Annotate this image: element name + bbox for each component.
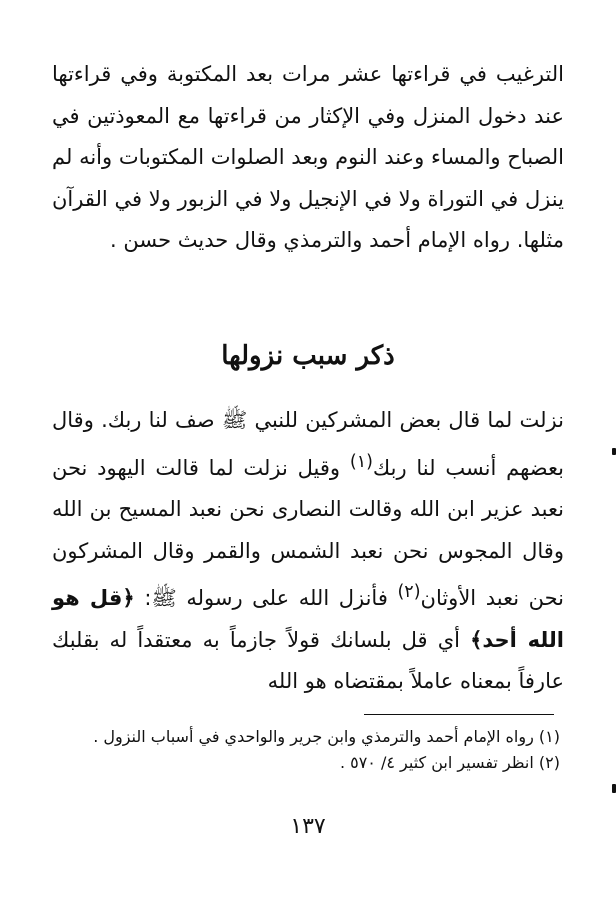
- paragraph-text: فأنزل الله على رسوله ﷺ:: [134, 586, 398, 610]
- section-heading: ذكر سبب نزولها: [221, 341, 395, 371]
- footnote-ref-1: (١): [349, 451, 373, 472]
- footnotes: [60, 724, 560, 776]
- page-number: ١٣٧: [290, 814, 326, 839]
- footnote-1: (١) رواه الإمام أحمد والترمذي وابن جرير والواحدي في أسباب النزول .: [93, 727, 560, 746]
- body-paragraph-revelation: [52, 400, 564, 703]
- footnote-divider: [364, 714, 554, 715]
- footnote-2: (٢) انظر تفسير ابن كثير ٤/ ٥٧٠ .: [339, 753, 560, 772]
- quran-quote: ﴿قل هو الله أحد﴾: [52, 586, 564, 652]
- paragraph-text: نزلت لما قال بعض المشركين للنبي ﷺ صف لنا ربك. وقال بعضهم أنسب لنا ربك: [52, 408, 564, 480]
- paragraph-text: وقيل نزلت لما قالت اليهود نحن نعبد عزير ابن الله وقالت النصارى نحن نعبد المسيح بن الله وقال المجوس نحن نعبد الشمس والقمر وقال المشركون نحن نعبد الأوثان: [52, 455, 565, 610]
- scan-edge-mark: [612, 784, 616, 793]
- scan-edge-mark: [612, 448, 616, 455]
- body-paragraph-intro: الترغيب في قراءتها عشر مرات بعد المكتوبة وفي قراءتها عند دخول المنزل وفي الإكثار من قراءتها مع المعوذتين في الصباح والمساء وعند النوم وبعد الصلوات المكتوبات وأنه لم ينزل في التوراة ولا في الإنجيل ولا في الزبور ولا في القرآن مثلها. رواه الإمام أحمد والترمذي وقال حديث حسن .: [52, 62, 564, 252]
- paragraph-text: أي قل بلسانك قولاً جازماً به معتقداً له بقلبك عارفاً بمعناه عاملاً بمقتضاه هو الله: [52, 627, 564, 693]
- footnote-ref-2: (٢): [397, 582, 421, 602]
